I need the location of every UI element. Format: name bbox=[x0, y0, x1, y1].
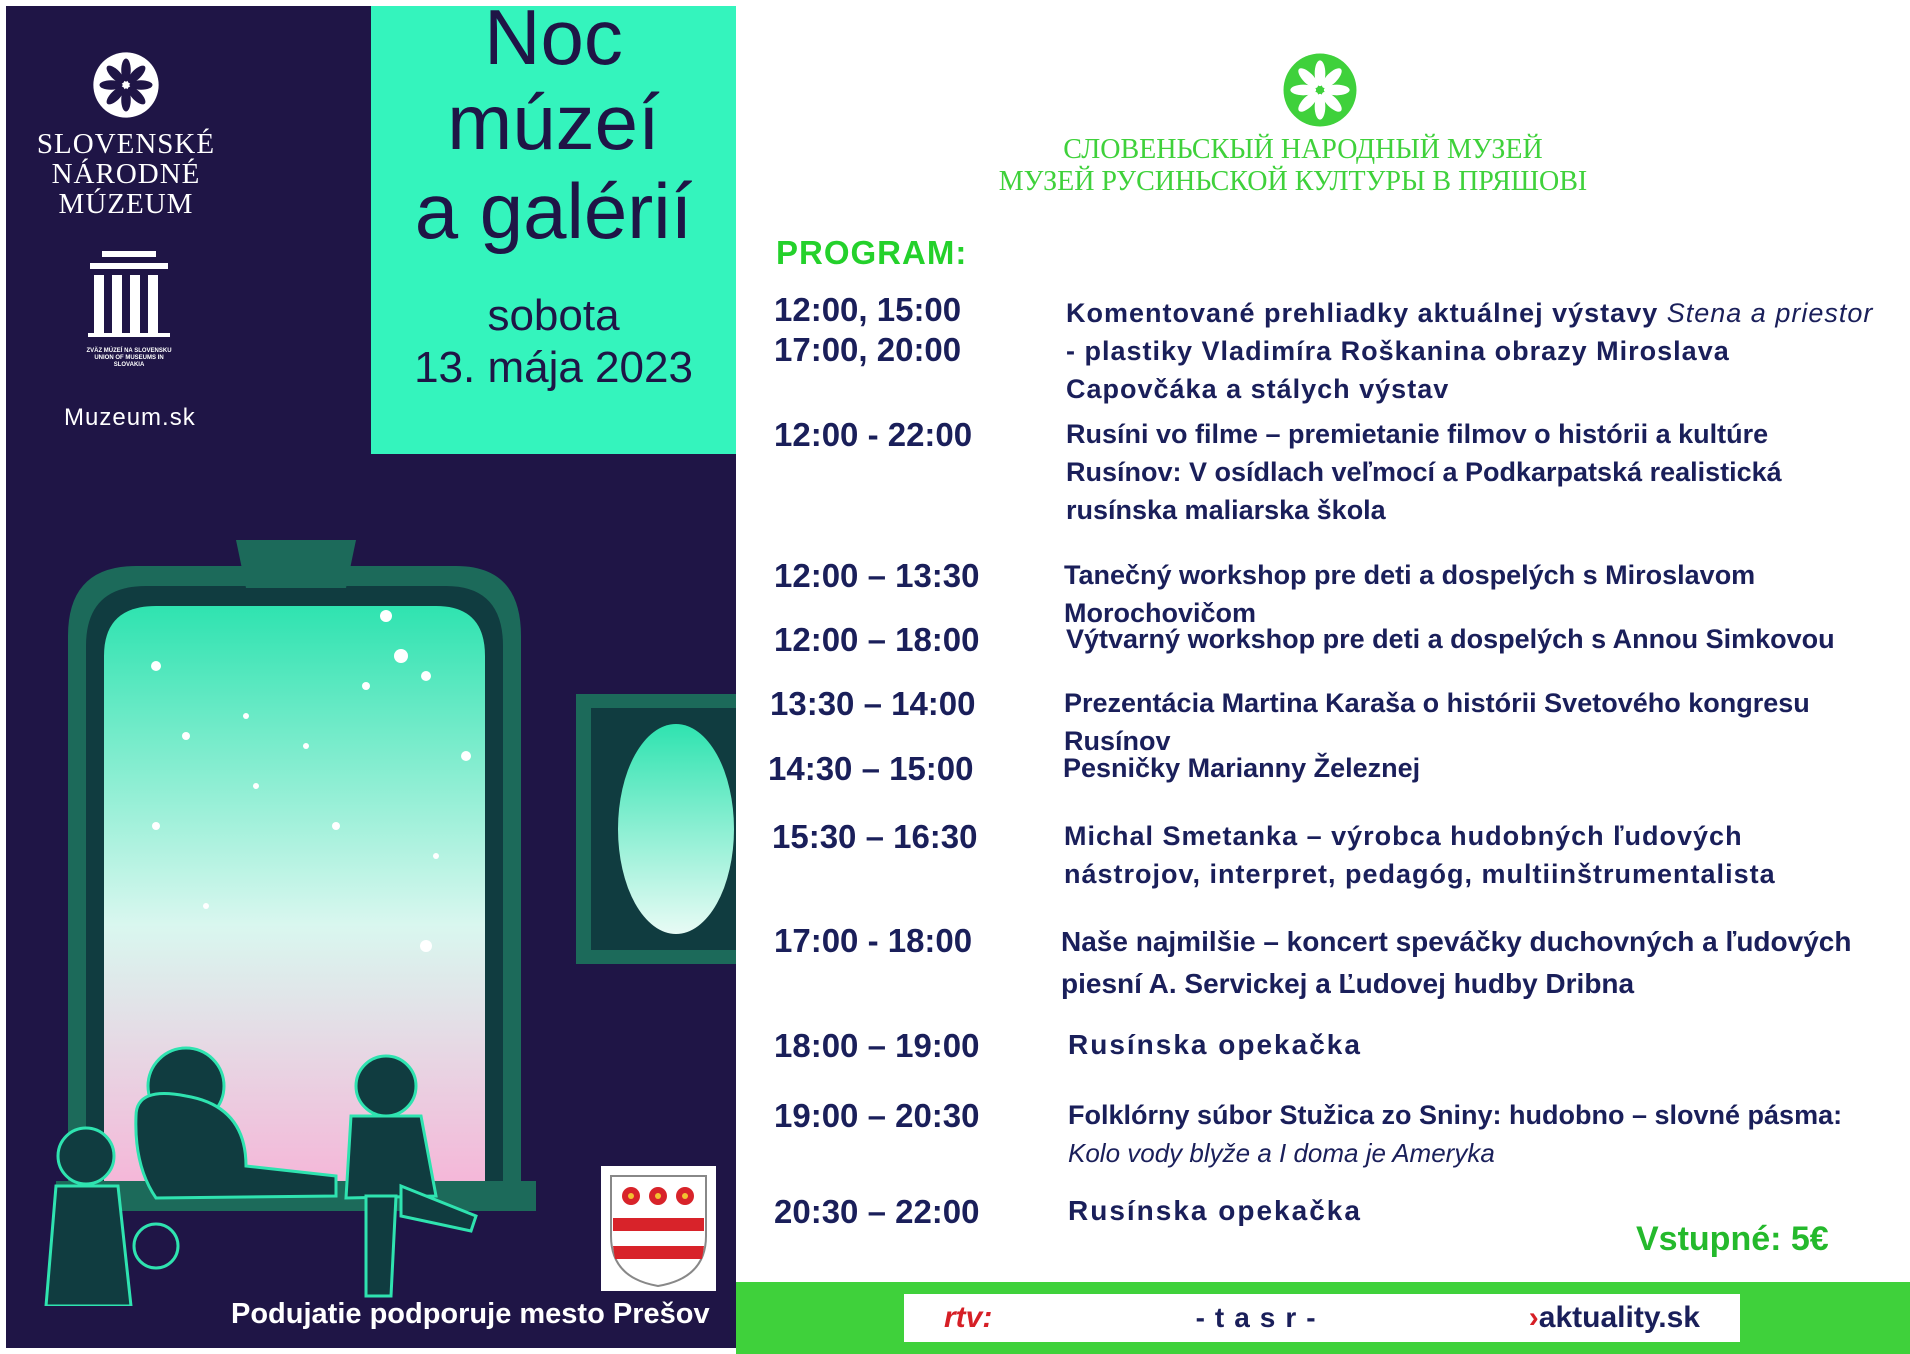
title-box bbox=[371, 6, 736, 454]
sponsor-strip bbox=[904, 1294, 1740, 1342]
coat-of-arms-icon bbox=[601, 1166, 716, 1291]
desc-main: Folklórny súbor Stužica zo Sniny: hudobno – slovné pásma: bbox=[1068, 1100, 1843, 1130]
program-description: Rusínska opekačka bbox=[1068, 1029, 1362, 1060]
snm-logo bbox=[36, 51, 216, 219]
program-description: Rusínska opekačka bbox=[1068, 1195, 1362, 1226]
program-description: Michal Smetanka – výrobca hudobných ľudových nástrojov, interpret, pedagóg, multiinštrumentalista bbox=[1064, 821, 1776, 889]
sponsor-tasr-logo: -tasr- bbox=[1195, 1302, 1326, 1333]
desc-italic: Stena a priestor bbox=[1666, 298, 1874, 328]
flower-icon bbox=[92, 51, 160, 119]
aktuality-arrow-icon: › bbox=[1528, 1301, 1539, 1334]
program-time: 12:00 - 22:00 bbox=[774, 416, 973, 453]
program-time: 15:30 – 16:30 bbox=[772, 818, 978, 855]
program-description: Prezentácia Martina Karaša o histórii Svetového kongresu Rusínov bbox=[1064, 688, 1810, 756]
program-description: Pesničky Marianny Železnej bbox=[1063, 753, 1421, 783]
program-time: 12:00 – 18:00 bbox=[774, 621, 980, 658]
program-description: Výtvarný workshop pre deti a dospelých s Annou Simkovou bbox=[1066, 624, 1835, 654]
title-line-3: a galérií bbox=[414, 167, 693, 255]
program-time: 19:00 – 20:30 bbox=[774, 1097, 980, 1134]
program-description: Naše najmilšie – koncert speváčky duchovných a ľudových piesní A. Servickej a Ľudovej hudby Dribna bbox=[1061, 926, 1852, 999]
zms-logo bbox=[84, 249, 174, 369]
org-name-line-1: СЛОВЕНЬСКЫЙ НАРОДНЫЙ МУЗЕЙ bbox=[1063, 134, 1543, 165]
sponsor-rtv-logo: rtv: bbox=[944, 1301, 993, 1334]
museum-name: SLOVENSKÉ NÁRODNÉ MÚZEUM bbox=[36, 128, 216, 220]
sponsor-aktuality-logo bbox=[1529, 1301, 1700, 1335]
program-panel bbox=[736, 0, 1910, 1354]
poster-footer: Podujatie podporuje mesto Prešov bbox=[231, 1298, 710, 1330]
program-time: 14:30 – 15:00 bbox=[768, 750, 974, 787]
website-label: Muzeum.sk bbox=[64, 404, 196, 431]
program-time: 13:30 – 14:00 bbox=[770, 685, 976, 722]
program-description bbox=[1068, 1096, 1888, 1172]
title-line-2: múzeí bbox=[447, 78, 660, 166]
program-description bbox=[1066, 294, 1886, 408]
event-poster bbox=[6, 6, 736, 1348]
program-time: 17:00 - 18:00 bbox=[774, 922, 973, 959]
entry-fee: Vstupné: 5€ bbox=[1636, 1220, 1829, 1258]
org-name-line-2: МУЗЕЙ РУСИНЬСКОЙ КУЛТУРЫ В ПРЯШОВІ bbox=[998, 166, 1588, 197]
program-time: 12:00 – 13:30 bbox=[774, 557, 980, 594]
program-time: 20:30 – 22:00 bbox=[774, 1193, 980, 1230]
program-description: Tanečný workshop pre deti a dospelých s Miroslavom Morochovičom bbox=[1064, 560, 1756, 628]
aktuality-text: aktuality.sk bbox=[1538, 1301, 1700, 1334]
program-time: 12:00, 15:00 17:00, 20:00 bbox=[774, 291, 962, 368]
flower-icon bbox=[1282, 52, 1358, 128]
program-heading: PROGRAM: bbox=[776, 234, 968, 271]
zms-caption: ZVÄZ MÚZEÍ NA SLOVENSKU UNION OF MUSEUMS IN SLOVAKIA bbox=[86, 348, 172, 368]
desc-main: Komentované prehliadky aktuálnej výstavy bbox=[1066, 298, 1659, 328]
event-date: 13. mája 2023 bbox=[414, 343, 693, 392]
museum-building-icon bbox=[84, 249, 174, 339]
title-line-1: Noc bbox=[484, 6, 623, 81]
event-day: sobota bbox=[487, 291, 620, 340]
desc-rest: - plastiky Vladimíra Roškanina obrazy Miroslava Capovčáka a stálych výstav bbox=[1066, 336, 1730, 404]
program-description: Rusíni vo filme – premietanie filmov o histórii a kultúre Rusínov: V osídlach veľmocí a Podkarpatská realistická rusínska maliarska škola bbox=[1066, 419, 1782, 525]
presov-coat-of-arms bbox=[601, 1166, 716, 1291]
program-time: 18:00 – 19:00 bbox=[774, 1027, 980, 1064]
desc-italic: Kolo vody blyže a I doma je Ameryka bbox=[1068, 1138, 1495, 1168]
